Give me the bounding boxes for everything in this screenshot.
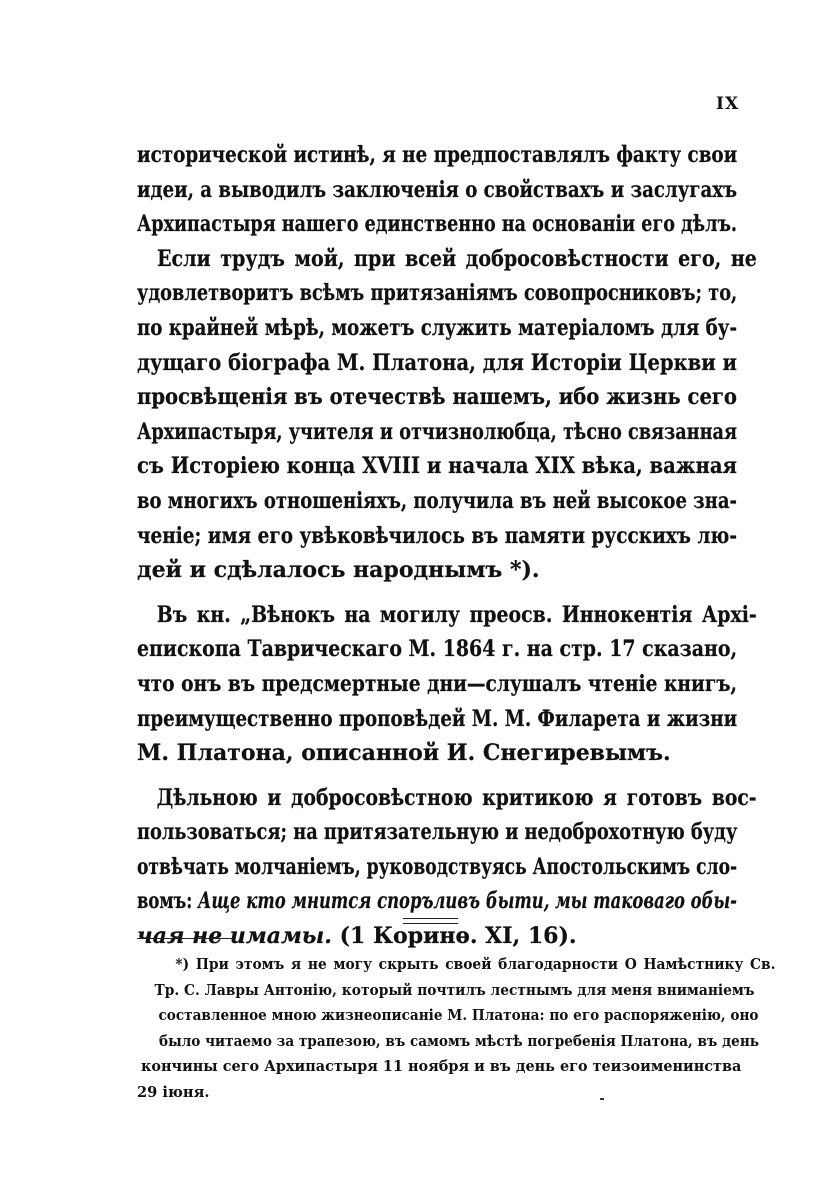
- text-line: Если трудъ мой, при всей добросовѣстности его, не: [156, 245, 757, 272]
- text-run: (1 Коринѳ. XI, 16).: [331, 923, 577, 950]
- text-line: Въ кн. „Вѣнокъ на могилу преосв. Иннокентія Архі-: [156, 601, 757, 628]
- text-line: дей и сдѣлалось народнымъ *).: [137, 557, 540, 584]
- text-line: преимущественно проповѣдей М. М. Филарета и жизни: [137, 705, 738, 732]
- text-line: [137, 884, 737, 919]
- text-line: епископа Таврическаго М. 1864 г. на стр. 17 сказано,: [137, 636, 738, 663]
- text-line: удовлетворитъ всѣмъ притязаніямъ совопросниковъ; то,: [137, 280, 738, 307]
- page-number: IX: [716, 94, 740, 114]
- footnote-line: *) При этомъ я не могу скрыть своей благодарности О Намѣстнику Св.: [175, 956, 776, 973]
- footnote: [137, 952, 776, 1106]
- footnote-line: 29 іюня.: [137, 1083, 210, 1101]
- section-separator: [403, 918, 458, 924]
- main-text: [137, 138, 757, 954]
- text-line: во многихъ отношеніяхъ, получила въ ней высокое зна-: [137, 487, 737, 514]
- text-line: Дѣльною и добросовѣстною критикою я готовъ вос-: [156, 784, 757, 811]
- footnote-line: Тр. С. Лавры Антонію, который почтилъ лестнымъ для меня вниманіемъ: [154, 981, 755, 999]
- text-line: съ Исторіею конца XVIII и начала XIX вѣка, важная: [137, 453, 737, 480]
- text-line: Архипастыря, учителя и отчизнолюбца, тѣсно связанная: [137, 418, 737, 445]
- text-line: идеи, а выводилъ заключенія о свойствахъ и заслугахъ: [137, 176, 737, 203]
- text-line: отвѣчать молчаніемъ, руководствуясь Апостольскимъ сло-: [137, 853, 738, 880]
- text-line: пользоваться; на притязательную и недоброхотную буду: [137, 819, 738, 846]
- text-line: просвѣщенія въ отечествѣ нашемъ, ибо жизнь сего: [137, 384, 737, 411]
- text-line: что онъ въ предсмертные дни—слушалъ чтеніе книгъ,: [137, 670, 737, 697]
- footnote-line: кончины сего Архипастыря 11 ноября и въ день его теизоименинства: [141, 1058, 742, 1076]
- footnote-rule: [137, 938, 233, 939]
- scripture-quote: Аще кто мнится споръливъ быти, мы таковаго обы-: [198, 888, 738, 915]
- text-line: [137, 919, 737, 954]
- scripture-quote: чая не имамы.: [137, 923, 332, 950]
- text-line: дущаго біографа М. Платона, для Исторіи Церкви и: [137, 349, 737, 376]
- text-line: Архипастыря нашего единственно на основаніи его дѣлъ.: [137, 211, 738, 238]
- ink-speck: [600, 1098, 604, 1100]
- text-line: исторической истинѣ, я не предпоставлялъ факту свои: [137, 142, 738, 168]
- text-line: М. Платона, описанной И. Снегиревымъ.: [137, 740, 671, 767]
- text-line: ченіе; имя его увѣковѣчилось въ памяти русскихъ лю-: [137, 522, 737, 549]
- text-run: вомъ:: [137, 888, 199, 915]
- footnote-line: составленное мною жизнеописаніе М. Платона: по его распоряженію, оно: [158, 1007, 759, 1025]
- text-line: по крайней мѣрѣ, можетъ служить матеріаломъ для бу-: [137, 314, 737, 341]
- footnote-line: было читаемо за трапезою, въ самомъ мѣстѣ погребенія Платона, въ день: [159, 1032, 759, 1050]
